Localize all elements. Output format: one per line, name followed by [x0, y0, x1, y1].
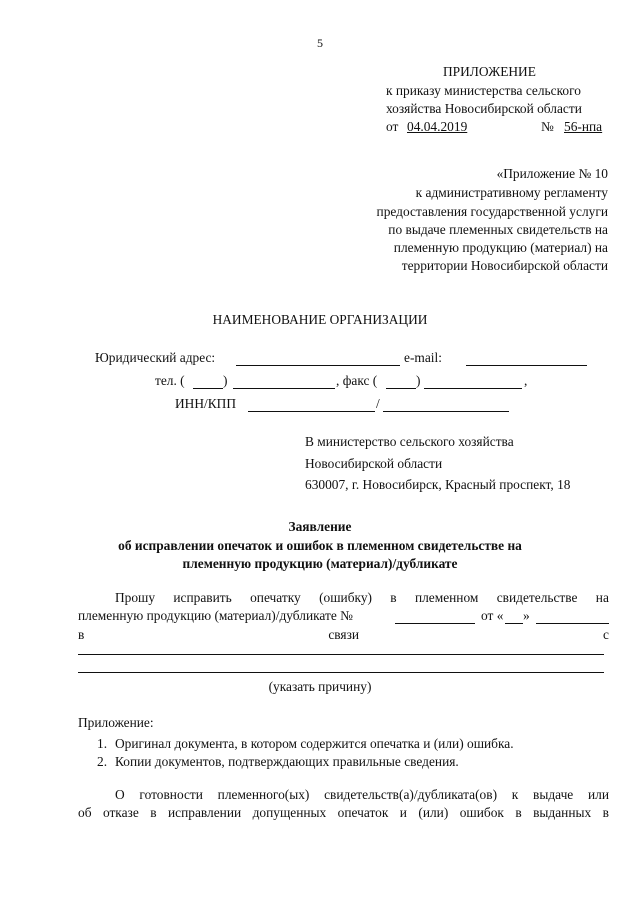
body-line2-quote-close: »	[523, 608, 530, 623]
header-date: 04.04.2019	[407, 119, 468, 134]
annex-line5: племенную продукцию (материал) на	[393, 240, 608, 255]
annex-line4: по выдаче племенных свидетельств на	[388, 222, 608, 237]
header-number: 56-нпа	[564, 119, 603, 134]
fax-label: , факс (	[336, 373, 378, 388]
phone-code-field[interactable]	[193, 388, 223, 389]
email-field[interactable]	[466, 365, 587, 366]
phone-fax-trailing-comma: ,	[524, 373, 528, 388]
attachment-2-num: 2.	[97, 754, 108, 769]
statement-subtitle-2: племенную продукцию (материал)/дубликате	[182, 556, 458, 571]
header-line1: к приказу министерства сельского	[386, 83, 581, 98]
inn-kpp-slash: /	[376, 396, 380, 411]
kpp-field[interactable]	[383, 411, 509, 412]
attachments-label: Приложение:	[78, 715, 154, 730]
reason-line-1[interactable]	[78, 654, 604, 655]
header-title: ПРИЛОЖЕНИЕ	[443, 64, 536, 79]
body-line2-from: от «	[481, 608, 504, 623]
fax-number-field[interactable]	[424, 388, 522, 389]
recipient-line1: В министерство сельского хозяйства	[305, 434, 514, 449]
body-line2-text: племенную продукцию (материал)/дубликате №	[78, 608, 353, 623]
statement-subtitle-1: об исправлении опечаток и ошибок в племенном свидетельстве на	[118, 538, 522, 553]
annex-line6: территории Новосибирской области	[401, 258, 608, 273]
statement-title: Заявление	[288, 519, 352, 534]
inn-label: ИНН/КПП	[175, 396, 237, 411]
legal-address-label: Юридический адрес:	[95, 350, 216, 365]
fax-paren-close: )	[416, 373, 421, 388]
date-day-field[interactable]	[505, 623, 523, 624]
annex-line1: «Приложение № 10	[496, 166, 608, 181]
header-from-label: от	[386, 119, 399, 134]
org-name: НАИМЕНОВАНИЕ ОРГАНИЗАЦИИ	[212, 312, 428, 327]
date-month-year-field[interactable]	[536, 623, 609, 624]
legal-address-field[interactable]	[236, 365, 400, 366]
attachment-1-text: Оригинал документа, в котором содержится опечатка и (или) ошибка.	[115, 736, 514, 751]
annex-line2: к административному регламенту	[415, 185, 608, 200]
fax-code-field[interactable]	[386, 388, 416, 389]
header-number-label: №	[541, 119, 554, 134]
reason-line-2[interactable]	[78, 672, 604, 673]
header-line2: хозяйства Новосибирской области	[386, 101, 582, 116]
email-label: e-mail:	[404, 350, 442, 365]
page-number: 5	[317, 36, 323, 50]
body-line3: в связи с	[78, 627, 609, 642]
attachment-2-text: Копии документов, подтверждающих правильные сведения.	[115, 754, 459, 769]
phone-paren-close: )	[223, 373, 228, 388]
duplicate-number-field[interactable]	[395, 623, 475, 624]
phone-label: тел. (	[155, 373, 185, 388]
closing-line1: О готовности племенного(ых) свидетельств(а)/дубликата(ов) к выдаче или	[115, 787, 609, 802]
phone-number-field[interactable]	[233, 388, 335, 389]
body-line1: Прошу исправить опечатку (ошибку) в племенном свидетельстве на	[115, 590, 609, 605]
recipient-line3: 630007, г. Новосибирск, Красный проспект, 18	[305, 477, 571, 492]
reason-hint: (указать причину)	[268, 679, 372, 694]
closing-line2: об отказе в исправлении допущенных опечаток и (или) ошибок в выданных в	[78, 805, 609, 820]
recipient-line2: Новосибирской области	[305, 456, 443, 471]
annex-line3: предоставления государственной услуги	[376, 204, 608, 219]
inn-field[interactable]	[248, 411, 375, 412]
attachment-1-num: 1.	[97, 736, 108, 751]
